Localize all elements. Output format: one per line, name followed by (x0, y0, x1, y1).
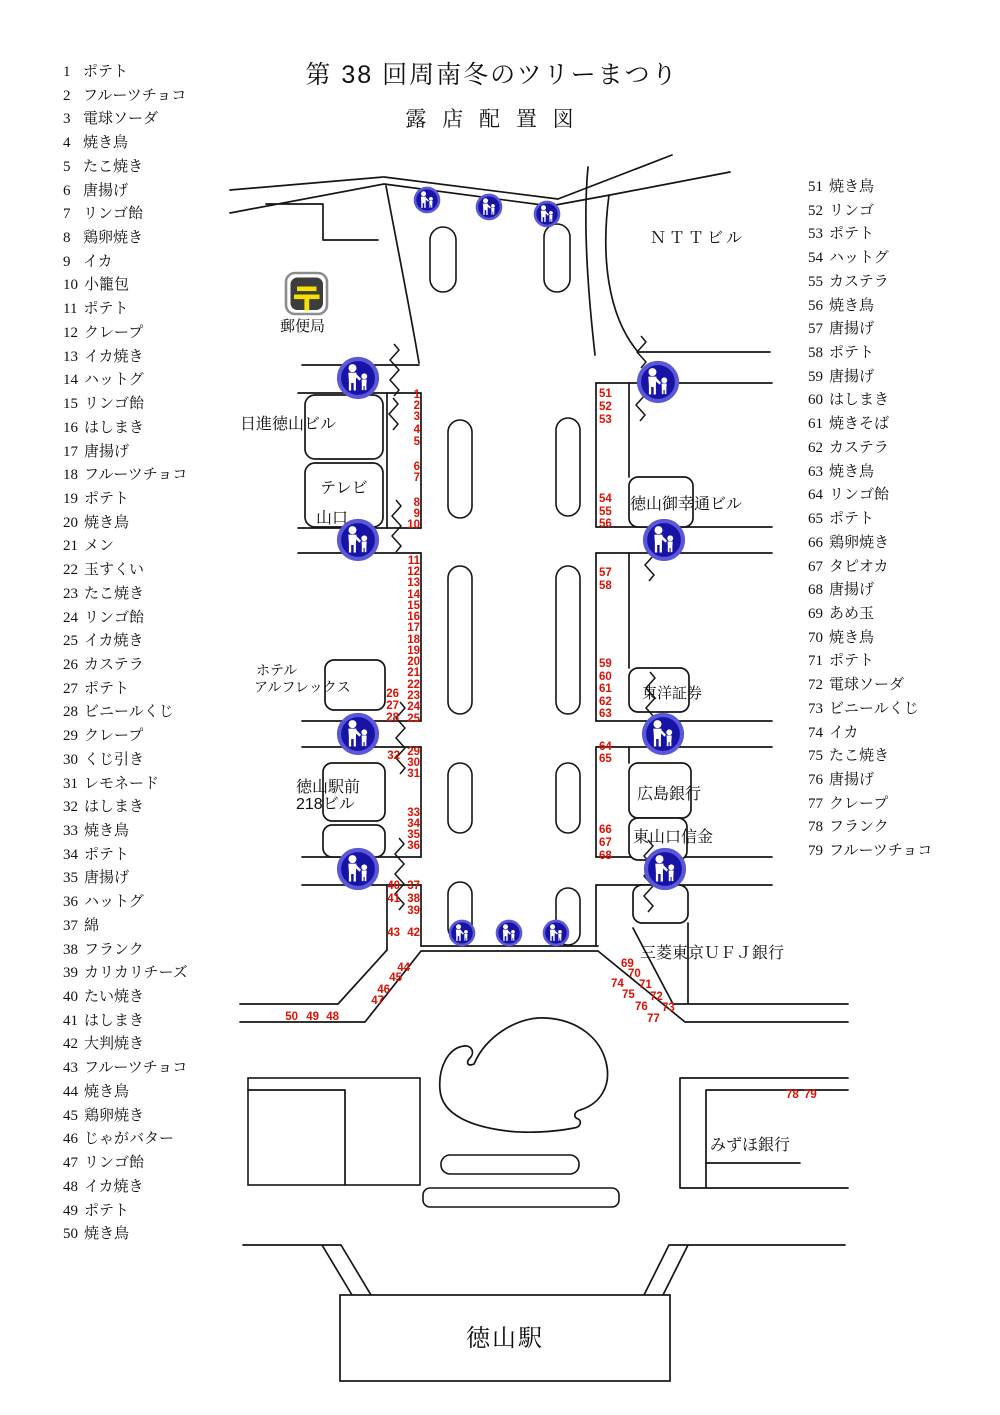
stall-number: 65 (808, 511, 823, 528)
stall-marker-52: 52 (599, 401, 612, 413)
stall-name: イカ (829, 724, 859, 741)
stall-number: 55 (808, 273, 823, 290)
stall-number: 35 (63, 870, 78, 887)
stall-marker-63: 63 (599, 708, 612, 720)
stall-marker-11: 11 (407, 555, 420, 567)
stall-name: 唐揚げ (829, 582, 875, 599)
stall-marker-4: 4 (413, 424, 420, 436)
stall-marker-43: 43 (387, 927, 400, 939)
stall-name: 鶏卵焼き (83, 230, 144, 247)
stall-name: 焼き鳥 (829, 629, 875, 646)
median-island (448, 566, 472, 714)
stall-marker-72: 72 (650, 991, 663, 1003)
stall-marker-40: 40 (387, 880, 400, 892)
stall-number: 53 (808, 226, 823, 243)
stall-number: 8 (63, 230, 71, 247)
stall-name: フランク (829, 819, 889, 836)
pedestrian-crossing-sign (339, 359, 377, 397)
stall-number: 64 (808, 487, 823, 504)
stall-number: 27 (63, 680, 78, 697)
building-box-ufj (633, 885, 688, 923)
stall-marker-15: 15 (407, 600, 420, 612)
stall-marker-3: 3 (413, 411, 420, 423)
stall-number: 67 (808, 558, 823, 575)
stall-name: 焼き鳥 (83, 135, 129, 152)
stall-marker-13: 13 (407, 577, 420, 589)
stall-name: クレープ (84, 728, 144, 745)
stall-name: ハットグ (84, 372, 144, 389)
stall-name: ビニールくじ (84, 704, 174, 721)
stall-marker-2: 2 (413, 400, 420, 412)
stall-name: たこ焼き (83, 158, 144, 175)
nisshin-tokuyama-building-label: 日進徳山ビル (240, 416, 337, 433)
stall-marker-39: 39 (407, 905, 420, 917)
stall-number: 46 (63, 1131, 78, 1148)
stall-name: 焼きそば (829, 416, 890, 433)
pedestrian-crossing-sign (544, 921, 568, 945)
tv-yamaguchi-label-line1: テレビ (320, 480, 368, 497)
stall-number: 38 (63, 941, 78, 958)
stall-marker-71: 71 (639, 979, 652, 991)
stall-name: たい焼き (84, 989, 145, 1006)
stall-number: 3 (63, 111, 71, 128)
stall-name: 焼き鳥 (84, 823, 130, 839)
stall-name: フルーツチョコ (829, 843, 933, 860)
stall-number: 12 (63, 324, 78, 341)
stall-number: 78 (808, 819, 823, 836)
tokuyama-station-label: 徳山駅 (466, 1325, 544, 1352)
stall-name: フルーツチョコ (83, 87, 187, 104)
pedestrian-crossing-sign (339, 715, 377, 753)
stall-name: たこ焼き (829, 748, 890, 765)
stall-name: ポテト (83, 301, 129, 318)
stall-name: フルーツチョコ (84, 467, 188, 484)
toyo-securities-label: 東洋証券 (642, 685, 703, 702)
stall-number: 70 (808, 629, 823, 646)
stall-marker-26: 26 (386, 688, 399, 700)
stall-marker-77: 77 (647, 1013, 660, 1025)
stall-marker-6: 6 (413, 461, 420, 473)
stall-name: タピオカ (829, 558, 889, 575)
stall-marker-9: 9 (413, 508, 420, 520)
stall-number: 51 (808, 179, 823, 195)
stall-number: 34 (63, 846, 78, 863)
stall-number: 41 (63, 1012, 78, 1029)
stall-marker-34: 34 (407, 818, 420, 830)
stall-name: 大判焼き (84, 1036, 145, 1053)
stall-name: 鶏卵焼き (84, 1107, 145, 1124)
stall-name: ポテト (83, 64, 129, 80)
stall-number: 61 (808, 416, 823, 433)
stall-number: 17 (63, 443, 78, 460)
stall-name: フルーツチョコ (84, 1060, 188, 1077)
tokuyama-ekimae-218-label-line1: 徳山駅前 (296, 779, 361, 796)
stall-marker-35: 35 (407, 829, 420, 841)
pedestrian-crossing-sign (639, 363, 677, 401)
stall-number: 6 (63, 182, 71, 199)
stall-number: 36 (63, 894, 78, 911)
stall-marker-62: 62 (599, 696, 612, 708)
stall-number: 44 (63, 1083, 78, 1100)
stall-marker-18: 18 (407, 634, 420, 646)
stall-marker-21: 21 (407, 667, 420, 679)
stall-number: 31 (63, 775, 78, 792)
stall-name: 小籠包 (84, 277, 130, 294)
stall-number: 49 (63, 1202, 78, 1219)
pedestrian-crossing-sign (415, 188, 439, 212)
tokuyama-miyuki-building-label: 徳山御幸通ビル (630, 496, 743, 513)
stall-marker-78: 78 (786, 1089, 799, 1101)
median-island (430, 227, 456, 292)
stall-name: メン (84, 538, 115, 555)
stall-marker-55: 55 (599, 506, 612, 518)
stall-marker-31: 31 (407, 768, 420, 780)
stall-number: 69 (808, 605, 823, 622)
stall-marker-17: 17 (407, 622, 420, 634)
stall-number: 32 (63, 799, 78, 816)
pedestrian-crossing-sign (450, 921, 474, 945)
stall-marker-58: 58 (599, 580, 612, 592)
stall-number: 20 (63, 514, 78, 531)
stall-number: 58 (808, 345, 823, 362)
pedestrian-crossing-sign (497, 921, 521, 945)
stall-name: リンゴ飴 (84, 609, 145, 626)
stall-name: 唐揚げ (84, 870, 130, 887)
median-island (556, 763, 580, 833)
stall-marker-32: 32 (387, 750, 400, 762)
stall-number: 54 (808, 250, 823, 267)
stall-marker-69: 69 (621, 958, 634, 970)
stall-number: 43 (63, 1060, 78, 1077)
higashi-yamaguchi-shinkin-label: 東山口信金 (633, 829, 714, 846)
stall-marker-45: 45 (389, 972, 402, 984)
stall-name: カリカリチーズ (84, 965, 188, 982)
stall-name: じゃがバター (84, 1131, 175, 1148)
stall-name: イカ焼き (84, 348, 144, 365)
stall-marker-41: 41 (387, 893, 400, 905)
stall-marker-47: 47 (371, 995, 384, 1007)
stall-name: はしまき (84, 419, 145, 436)
stall-number: 2 (63, 87, 71, 104)
stall-marker-23: 23 (407, 690, 420, 702)
stall-name: ポテト (829, 226, 875, 243)
tokuyama-ekimae-218-label-line2: 218ビル (296, 796, 355, 813)
stall-marker-25: 25 (407, 713, 420, 725)
stall-marker-68: 68 (599, 850, 612, 862)
stall-marker-29: 29 (407, 746, 420, 758)
mitsubishi-tokyo-ufj-bank-label: 三菱東京ＵＦＪ銀行 (640, 945, 785, 962)
stall-name: 電球ソーダ (83, 111, 159, 128)
stall-number: 7 (63, 206, 71, 223)
stall-marker-5: 5 (413, 436, 420, 448)
median-island (448, 763, 472, 833)
stall-marker-19: 19 (407, 645, 420, 657)
stall-marker-42: 42 (407, 927, 420, 939)
stall-name: ポテト (84, 846, 130, 863)
stall-number: 71 (808, 653, 823, 670)
stall-name: リンゴ (829, 202, 875, 219)
left-bottom-block (248, 1078, 420, 1185)
stall-name: リンゴ飴 (84, 396, 145, 413)
stall-name: 唐揚げ (84, 443, 130, 460)
stall-number: 74 (808, 724, 823, 741)
stall-marker-59: 59 (599, 658, 612, 670)
stall-number: 28 (63, 704, 78, 721)
stall-name: くじ引き (84, 751, 145, 768)
median-island (448, 420, 472, 518)
stall-number: 19 (63, 490, 78, 507)
stall-marker-7: 7 (413, 472, 420, 484)
stall-name: イカ (83, 253, 113, 270)
zigzag-marks (389, 336, 655, 912)
stall-name: 唐揚げ (829, 321, 875, 338)
stall-number: 77 (808, 795, 823, 812)
stall-marker-37: 37 (407, 880, 420, 892)
stall-name: リンゴ飴 (829, 487, 890, 504)
stall-name: ポテト (84, 680, 130, 697)
stall-number: 4 (63, 135, 71, 152)
stall-marker-22: 22 (407, 679, 420, 691)
page-subtitle: 露 店 配 置 図 (405, 108, 579, 131)
stall-name: ポテト (829, 511, 875, 528)
stall-name: 焼き鳥 (829, 463, 875, 480)
stall-marker-67: 67 (599, 837, 612, 849)
stall-number: 5 (63, 158, 71, 175)
stall-number: 47 (63, 1155, 78, 1172)
stall-number: 13 (63, 348, 78, 365)
stall-marker-64: 64 (599, 741, 612, 753)
stall-number: 33 (63, 823, 78, 839)
stall-marker-27: 27 (386, 700, 399, 712)
stall-number: 1 (63, 64, 71, 80)
mizuho-bank-label: みずほ銀行 (710, 1137, 791, 1154)
pedestrian-crossing-sign (645, 521, 683, 559)
stall-name: イカ焼き (84, 633, 144, 650)
stall-marker-66: 66 (599, 824, 612, 836)
stall-number: 75 (808, 748, 823, 765)
stall-number: 30 (63, 751, 78, 768)
stall-marker-53: 53 (599, 414, 612, 426)
median-island (544, 224, 570, 292)
stall-number: 24 (63, 609, 78, 626)
stall-marker-65: 65 (599, 753, 612, 765)
stall-name: 唐揚げ (829, 771, 875, 788)
stall-name: カステラ (829, 273, 889, 290)
stall-marker-10: 10 (407, 519, 420, 531)
stall-name: 焼き鳥 (84, 514, 130, 531)
stall-marker-50: 50 (285, 1011, 298, 1023)
stall-number: 62 (808, 439, 823, 456)
stall-name: あめ玉 (829, 605, 875, 622)
stall-marker-46: 46 (377, 984, 390, 996)
hiroshima-bank-label: 広島銀行 (637, 786, 702, 803)
stall-number: 39 (63, 965, 78, 982)
post-office-icon (286, 273, 327, 314)
ntt-building-label: ＮＴＴビル (650, 230, 746, 247)
pedestrian-crossing-sign (339, 850, 377, 888)
stall-name: クレープ (84, 324, 144, 341)
stall-marker-70: 70 (628, 968, 641, 980)
stall-marker-20: 20 (407, 656, 420, 668)
stall-name: 焼き鳥 (84, 1083, 130, 1100)
page-title: 第 38 回周南冬のツリーまつり (305, 61, 679, 89)
stall-number: 73 (808, 700, 823, 717)
stall-marker-28: 28 (386, 712, 399, 724)
stall-name: はしまき (84, 799, 145, 816)
stall-marker-73: 73 (662, 1002, 675, 1014)
stall-marker-8: 8 (413, 497, 420, 509)
stall-name: ハットグ (829, 250, 889, 267)
stall-number: 40 (63, 989, 78, 1006)
stall-marker-24: 24 (407, 701, 420, 713)
stall-marker-12: 12 (407, 566, 420, 578)
stall-marker-30: 30 (407, 757, 420, 769)
stall-name: ポテト (829, 345, 875, 362)
stall-name: 唐揚げ (829, 368, 875, 385)
stall-number: 15 (63, 396, 78, 413)
stall-number: 21 (63, 538, 78, 555)
stall-name: フランク (84, 941, 144, 958)
stall-marker-38: 38 (407, 893, 420, 905)
stall-number: 63 (808, 463, 823, 480)
stall-name: 焼き鳥 (829, 179, 875, 195)
stall-number: 14 (63, 372, 78, 389)
stall-name: はしまき (84, 1012, 145, 1029)
stall-name: 唐揚げ (83, 182, 129, 199)
stall-marker-57: 57 (599, 567, 612, 579)
stall-name: たこ焼き (84, 585, 145, 602)
post-office-label: 郵便局 (280, 318, 326, 335)
stall-name: カステラ (829, 439, 889, 456)
stall-marker-33: 33 (407, 807, 420, 819)
stall-marker-56: 56 (599, 518, 612, 530)
stall-name: レモネード (84, 775, 160, 792)
median-island (556, 418, 580, 516)
stall-name: イカ焼き (84, 1178, 144, 1195)
stall-marker-49: 49 (306, 1011, 319, 1023)
median-island (556, 566, 580, 714)
stall-name: クレープ (829, 795, 889, 812)
pedestrian-crossing-sign (535, 202, 559, 226)
stall-name: 電球ソーダ (829, 677, 905, 694)
stall-name: 鶏卵焼き (829, 534, 890, 551)
stall-marker-14: 14 (407, 589, 420, 601)
hotel-alflex-label-line2: アルフレックス (254, 679, 351, 695)
tv-yamaguchi-label-line2: 山口 (316, 510, 349, 527)
stall-name: はしまき (829, 392, 890, 409)
stall-name: ビニールくじ (829, 700, 919, 717)
stall-number: 16 (63, 419, 78, 436)
stall-number: 72 (808, 677, 823, 694)
hotel-alflex-label-line1: ホテル (256, 662, 298, 678)
stall-marker-48: 48 (326, 1011, 339, 1023)
stall-number: 10 (63, 277, 78, 294)
stall-number: 57 (808, 321, 823, 338)
bus-island (441, 1155, 579, 1174)
median-islands (430, 224, 580, 945)
stall-name: ポテト (829, 653, 875, 670)
bus-island (423, 1188, 619, 1207)
stall-number: 68 (808, 582, 823, 599)
stall-name: リンゴ飴 (84, 1155, 145, 1172)
stall-number: 52 (808, 202, 823, 219)
stall-number: 29 (63, 728, 78, 745)
stall-marker-51: 51 (599, 388, 612, 400)
pedestrian-crossing-sign (646, 850, 684, 888)
stall-number: 60 (808, 392, 823, 409)
stall-name: ポテト (84, 1202, 130, 1219)
stall-number: 9 (63, 253, 71, 270)
stall-number: 25 (63, 633, 78, 650)
stall-number: 22 (63, 562, 78, 579)
stall-marker-76: 76 (635, 1001, 648, 1013)
stall-name: リンゴ飴 (83, 206, 144, 223)
stall-marker-60: 60 (599, 671, 612, 683)
stall-marker-75: 75 (622, 989, 635, 1001)
stall-marker-36: 36 (407, 840, 420, 852)
stall-name: 綿 (84, 917, 100, 934)
pedestrian-crossing-sign (644, 715, 682, 753)
stall-number: 45 (63, 1107, 78, 1124)
stall-name: 焼き鳥 (829, 297, 875, 314)
stall-marker-79: 79 (804, 1089, 817, 1101)
stall-marker-61: 61 (599, 683, 612, 695)
plaza-island (440, 1018, 608, 1132)
stall-number: 76 (808, 771, 823, 788)
stall-number: 59 (808, 368, 823, 385)
stall-marker-44: 44 (397, 962, 410, 974)
stall-number: 37 (63, 917, 78, 934)
stall-marker-74: 74 (611, 978, 624, 990)
stall-number: 50 (63, 1226, 78, 1243)
stall-marker-16: 16 (407, 611, 420, 623)
stall-number: 79 (808, 843, 823, 860)
stall-name: ポテト (84, 490, 130, 507)
stall-number: 18 (63, 467, 78, 484)
stall-number: 23 (63, 585, 78, 602)
pedestrian-crossing-sign (477, 195, 501, 219)
stall-marker-1: 1 (413, 389, 420, 401)
stall-number: 42 (63, 1036, 78, 1053)
stall-name: 焼き鳥 (84, 1226, 130, 1243)
stall-number: 11 (63, 301, 78, 318)
stall-marker-54: 54 (599, 493, 612, 505)
stall-number: 26 (63, 656, 78, 673)
stall-number: 56 (808, 297, 823, 314)
stall-number: 66 (808, 534, 823, 551)
stall-name: ハットグ (84, 894, 144, 911)
stall-name: 玉すくい (84, 562, 145, 579)
stall-number: 48 (63, 1178, 78, 1195)
stall-name: カステラ (84, 656, 144, 673)
